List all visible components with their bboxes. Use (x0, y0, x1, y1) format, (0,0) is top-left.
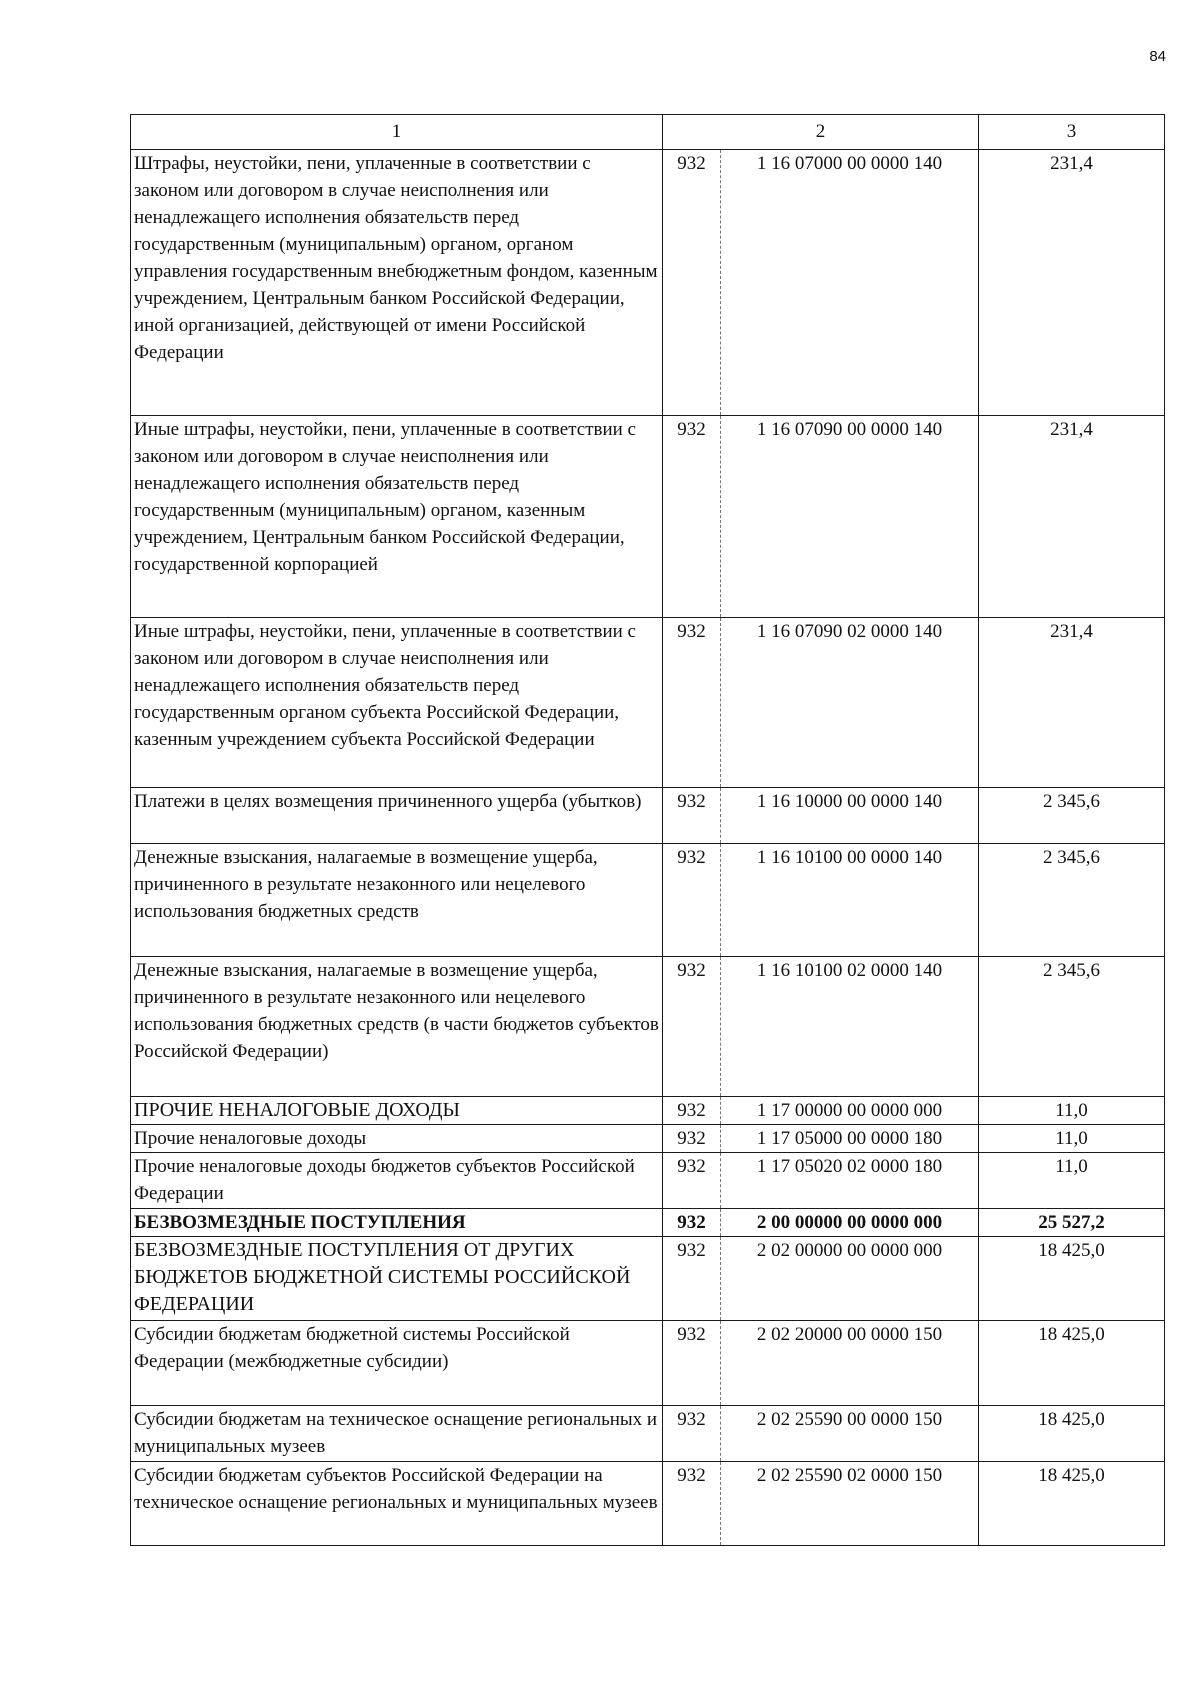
table-row (131, 957, 1165, 1097)
row-amount: 11,0 (979, 1097, 1165, 1125)
row-admin-code: 932 (663, 1097, 721, 1125)
row-budget-code: 2 02 25590 00 0000 150 (721, 1406, 979, 1462)
row-name: Денежные взыскания, налагаемые в возмещение ущерба, причиненного в результате незаконного или нецелевого использования бюджетных средств (в части бюджетов субъектов Российской Федерации) (131, 957, 663, 1097)
row-budget-code: 1 16 10100 02 0000 140 (721, 957, 979, 1097)
row-amount: 18 425,0 (979, 1406, 1165, 1462)
row-admin-code: 932 (663, 416, 721, 618)
row-name: Платежи в целях возмещения причиненного ущерба (убытков) (131, 788, 663, 844)
row-name: Иные штрафы, неустойки, пени, уплаченные в соответствии с законом или договором в случае неисполнения или ненадлежащего исполнения обязательств перед государственным (муниципальным) органом, казенным учреждением, Центральным банком Российской Федерации, государственной корпорацией (131, 416, 663, 618)
row-amount: 11,0 (979, 1125, 1165, 1153)
row-admin-code: 932 (663, 788, 721, 844)
row-admin-code: 932 (663, 1406, 721, 1462)
row-name: Прочие неналоговые доходы (131, 1125, 663, 1153)
row-amount: 231,4 (979, 618, 1165, 788)
page-number: 84 (1149, 48, 1166, 65)
table-row (131, 1321, 1165, 1406)
row-budget-code: 1 16 07000 00 0000 140 (721, 150, 979, 416)
row-name: Субсидии бюджетам на техническое оснащение региональных и муниципальных музеев (131, 1406, 663, 1462)
table-row (131, 1097, 1165, 1125)
row-amount: 11,0 (979, 1153, 1165, 1209)
row-budget-code: 1 16 10000 00 0000 140 (721, 788, 979, 844)
row-budget-code: 1 17 05020 02 0000 180 (721, 1153, 979, 1209)
row-budget-code: 1 17 05000 00 0000 180 (721, 1125, 979, 1153)
row-budget-code: 2 02 20000 00 0000 150 (721, 1321, 979, 1406)
row-name: Субсидии бюджетам бюджетной системы Российской Федерации (межбюджетные субсидии) (131, 1321, 663, 1406)
table-row (131, 1125, 1165, 1153)
row-admin-code: 932 (663, 1153, 721, 1209)
table-row (131, 416, 1165, 618)
table-row (131, 788, 1165, 844)
row-name: ПРОЧИЕ НЕНАЛОГОВЫЕ ДОХОДЫ (131, 1097, 663, 1125)
row-amount: 25 527,2 (979, 1209, 1165, 1237)
row-name: БЕЗВОЗМЕЗДНЫЕ ПОСТУПЛЕНИЯ ОТ ДРУГИХ БЮДЖЕТОВ БЮДЖЕТНОЙ СИСТЕМЫ РОССИЙСКОЙ ФЕДЕРАЦИИ (131, 1237, 663, 1321)
row-admin-code: 932 (663, 1462, 721, 1546)
row-name: Иные штрафы, неустойки, пени, уплаченные в соответствии с законом или договором в случае неисполнения или ненадлежащего исполнения обязательств перед государственным органом субъекта Российской Федерации, казенным учреждением субъекта Российской Федерации (131, 618, 663, 788)
row-admin-code: 932 (663, 150, 721, 416)
row-amount: 231,4 (979, 416, 1165, 618)
row-name: БЕЗВОЗМЕЗДНЫЕ ПОСТУПЛЕНИЯ (131, 1209, 663, 1237)
header-col-1: 1 (131, 115, 663, 150)
row-amount: 18 425,0 (979, 1237, 1165, 1321)
row-amount: 2 345,6 (979, 957, 1165, 1097)
row-admin-code: 932 (663, 1209, 721, 1237)
row-budget-code: 1 16 07090 00 0000 140 (721, 416, 979, 618)
revenue-table (130, 114, 1165, 1546)
row-amount: 2 345,6 (979, 844, 1165, 957)
row-admin-code: 932 (663, 1237, 721, 1321)
row-admin-code: 932 (663, 957, 721, 1097)
row-name: Штрафы, неустойки, пени, уплаченные в соответствии с законом или договором в случае неисполнения или ненадлежащего исполнения обязательств перед государственным (муниципальным) органом, органом управления государственным внебюджетным фондом, казенным учреждением, Центральным банком Российской Федерации, иной организацией, действующей от имени Российской Федерации (131, 150, 663, 416)
table-row (131, 618, 1165, 788)
row-name: Денежные взыскания, налагаемые в возмещение ущерба, причиненного в результате незаконного или нецелевого использования бюджетных средств (131, 844, 663, 957)
table-row (131, 1153, 1165, 1209)
table-row (131, 1209, 1165, 1237)
row-admin-code: 932 (663, 1321, 721, 1406)
table-row (131, 1406, 1165, 1462)
row-admin-code: 932 (663, 1125, 721, 1153)
row-amount: 18 425,0 (979, 1321, 1165, 1406)
table-row (131, 1237, 1165, 1321)
row-admin-code: 932 (663, 618, 721, 788)
row-name: Субсидии бюджетам субъектов Российской Федерации на техническое оснащение региональных и муниципальных музеев (131, 1462, 663, 1546)
row-budget-code: 1 17 00000 00 0000 000 (721, 1097, 979, 1125)
row-amount: 231,4 (979, 150, 1165, 416)
header-col-3: 3 (979, 115, 1165, 150)
row-admin-code: 932 (663, 844, 721, 957)
row-amount: 2 345,6 (979, 788, 1165, 844)
row-budget-code: 2 02 25590 02 0000 150 (721, 1462, 979, 1546)
table-header-row (131, 115, 1165, 150)
table-row (131, 1462, 1165, 1546)
row-amount: 18 425,0 (979, 1462, 1165, 1546)
header-col-2: 2 (663, 115, 979, 150)
row-budget-code: 1 16 07090 02 0000 140 (721, 618, 979, 788)
revenue-table-container (130, 114, 1164, 1546)
row-budget-code: 2 00 00000 00 0000 000 (721, 1209, 979, 1237)
row-budget-code: 1 16 10100 00 0000 140 (721, 844, 979, 957)
row-name: Прочие неналоговые доходы бюджетов субъектов Российской Федерации (131, 1153, 663, 1209)
table-row (131, 150, 1165, 416)
table-row (131, 844, 1165, 957)
row-budget-code: 2 02 00000 00 0000 000 (721, 1237, 979, 1321)
